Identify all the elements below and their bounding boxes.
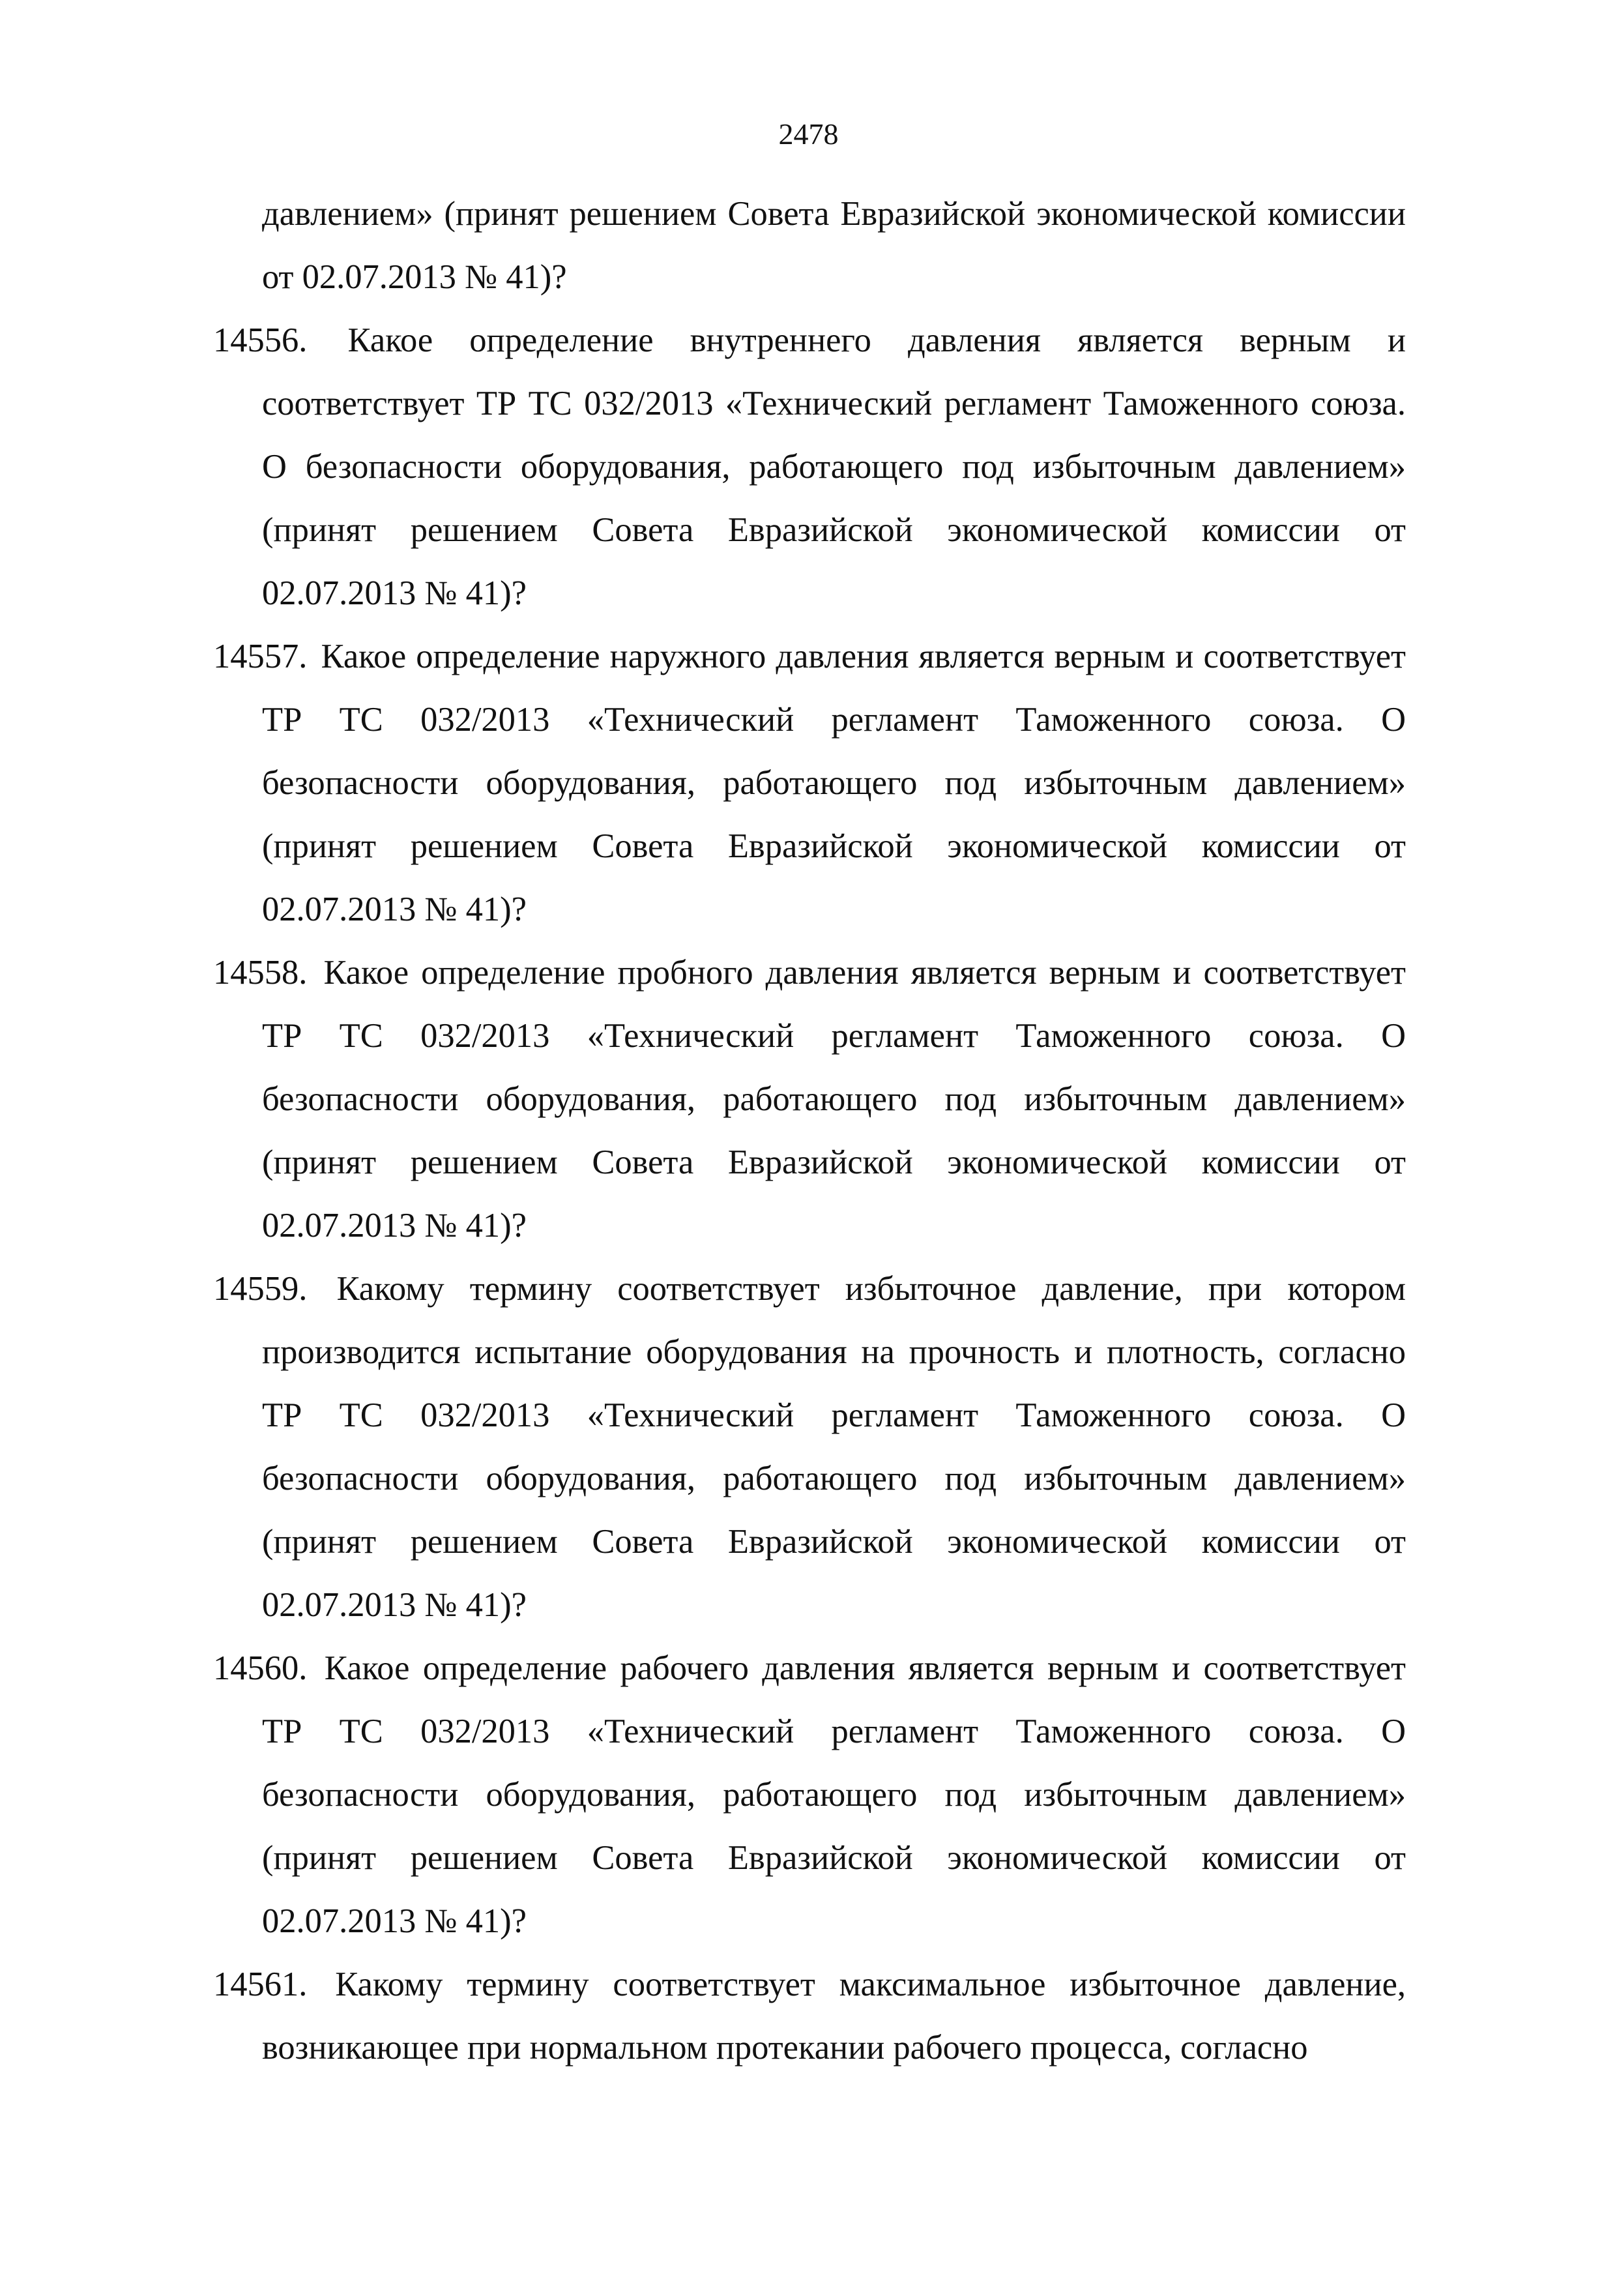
question-list [213,183,1406,2080]
question-item [213,1953,1406,2080]
question-item [213,1637,1406,1953]
question-number: 14558. [213,954,308,992]
continuation-text: давлением» (принят решением Совета Евразийской экономической комиссии от 02.07.2013 № 41)? [262,195,1406,296]
question-item [213,941,1406,1258]
question-number: 14560. [213,1649,308,1687]
question-text: Какое определение рабочего давления является верным и соответствует ТР ТС 032/2013 «Технический регламент Таможенного союза. О безопасности оборудования, работающего под избыточным давлением» (принят решением Совета Евразийской экономической комиссии от 02.07.2013 № 41)? [262,1649,1406,1940]
question-number: 14561. [213,1965,308,2003]
question-item [213,309,1406,625]
question-text: Какое определение внутреннего давления является верным и соответствует ТР ТС 032/2013 «Технический регламент Таможенного союза. О безопасности оборудования, работающего под избыточным давлением» (принят решением Совета Евразийской экономической комиссии от 02.07.2013 № 41)? [262,321,1406,612]
question-number: 14556. [213,321,308,359]
question-text: Какому термину соответствует максимальное избыточное давление, возникающее при нормальном протекании рабочего процесса, согласно [262,1965,1406,2067]
question-text: Какому термину соответствует избыточное давление, при котором производится испытание оборудования на прочность и плотность, согласно ТР ТС 032/2013 «Технический регламент Таможенного союза. О безопасности оборудования, работающего под избыточным давлением» (принят решением Совета Евразийской экономической комиссии от 02.07.2013 № 41)? [262,1270,1406,1624]
question-item [213,625,1406,941]
question-text: Какое определение наружного давления является верным и соответствует ТР ТС 032/2013 «Технический регламент Таможенного союза. О безопасности оборудования, работающего под избыточным давлением» (принят решением Совета Евразийской экономической комиссии от 02.07.2013 № 41)? [262,638,1406,928]
page-number: 2478 [778,117,839,151]
question-item [213,1258,1406,1637]
question-text: Какое определение пробного давления является верным и соответствует ТР ТС 032/2013 «Технический регламент Таможенного союза. О безопасности оборудования, работающего под избыточным давлением» (принят решением Совета Евразийской экономической комиссии от 02.07.2013 № 41)? [262,954,1406,1244]
question-number: 14557. [213,638,308,675]
question-number: 14559. [213,1270,308,1308]
